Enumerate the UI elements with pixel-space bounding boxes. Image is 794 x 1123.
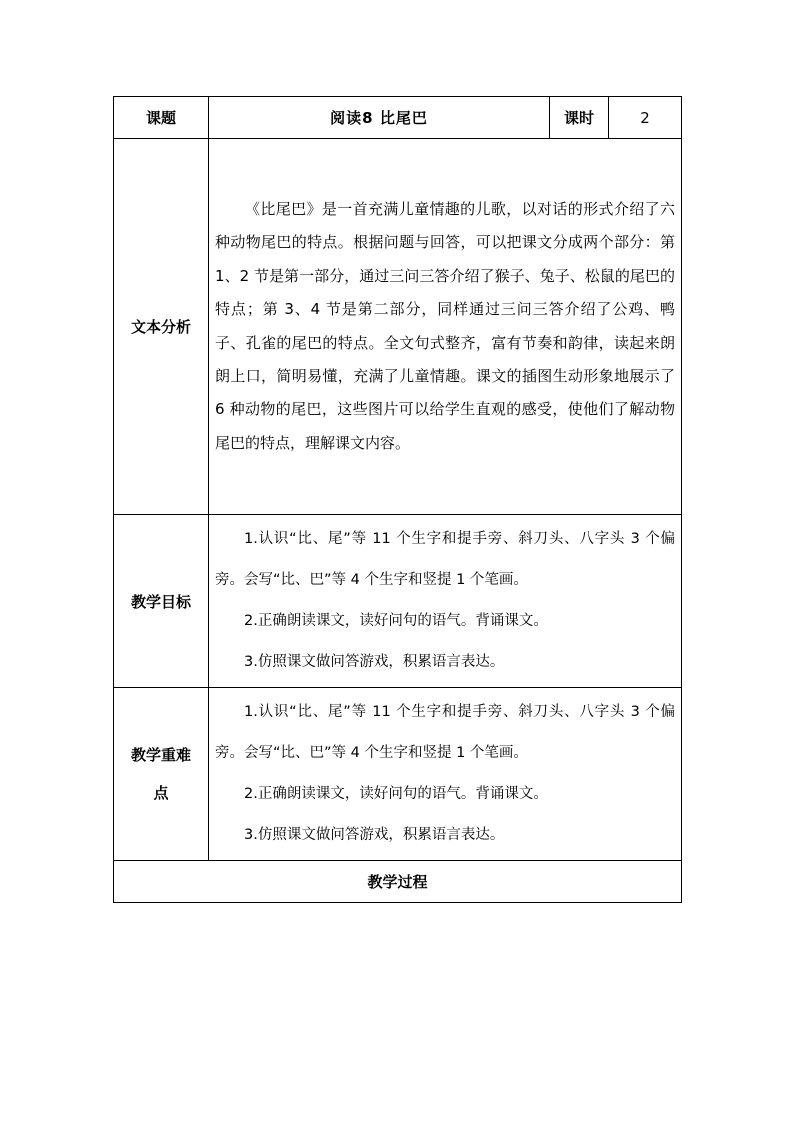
hours-label: 课时 — [550, 97, 609, 139]
lesson-title: 阅读8 比尾巴 — [209, 97, 550, 139]
analysis-text: 《比尾巴》是一首充满儿童情趣的儿歌，以对话的形式介绍了六种动物尾巴的特点。根据问题与回答，可以把课文分成两个部分：第 1、2 节是第一部分，通过三问三答介绍了猴子、兔子、松鼠的尾巴的特点；第 3、4 节是第二部分，同样通过三问三答介绍了公鸡、鸭子、孔雀的尾巴的特点。全文句式整齐，富有节奏和韵律，读起来朗朗上口，简明易懂，充满了儿童情趣。课文的插图生动形象地展示了 6 种动物的尾巴，这些图片可以给学生直观的感受，使他们了解动物尾巴的特点，理解课文内容。 — [215, 199, 675, 452]
objectives-cell — [209, 515, 682, 688]
analysis-row — [114, 139, 682, 515]
topic-label: 课题 — [114, 97, 209, 139]
analysis-label: 文本分析 — [114, 139, 209, 515]
lesson-plan-table — [113, 96, 682, 903]
key-points-row — [114, 688, 682, 861]
process-row — [114, 861, 682, 903]
key-points-label — [114, 688, 209, 861]
key-point-item: 3.仿照课文做问答游戏，积累语言表达。 — [244, 827, 505, 843]
analysis-cell — [209, 139, 682, 515]
key-point-item: 1.认识“比、尾”等 11 个生字和提手旁、斜刀头、八字头 3 个偏旁。会写“比、巴”等 4 个生字和竖提 1 个笔画。 — [215, 704, 675, 761]
objective-item: 1.认识“比、尾”等 11 个生字和提手旁、斜刀头、八字头 3 个偏旁。会写“比、巴”等 4 个生字和竖提 1 个笔画。 — [215, 531, 675, 588]
objectives-row — [114, 515, 682, 688]
header-row — [114, 97, 682, 139]
objective-item: 2.正确朗读课文，读好问句的语气。背诵课文。 — [244, 613, 548, 629]
key-points-cell — [209, 688, 682, 861]
key-point-item: 2.正确朗读课文，读好问句的语气。背诵课文。 — [244, 786, 548, 802]
hours-value: 2 — [609, 97, 682, 139]
key-points-label-line1: 教学重难 — [130, 746, 191, 764]
objectives-list — [209, 515, 681, 687]
objective-item: 3.仿照课文做问答游戏，积累语言表达。 — [244, 654, 505, 670]
objectives-label: 教学目标 — [114, 515, 209, 688]
key-points-label-line2: 点 — [153, 784, 169, 802]
key-points-list — [209, 688, 681, 860]
process-heading: 教学过程 — [114, 861, 682, 903]
